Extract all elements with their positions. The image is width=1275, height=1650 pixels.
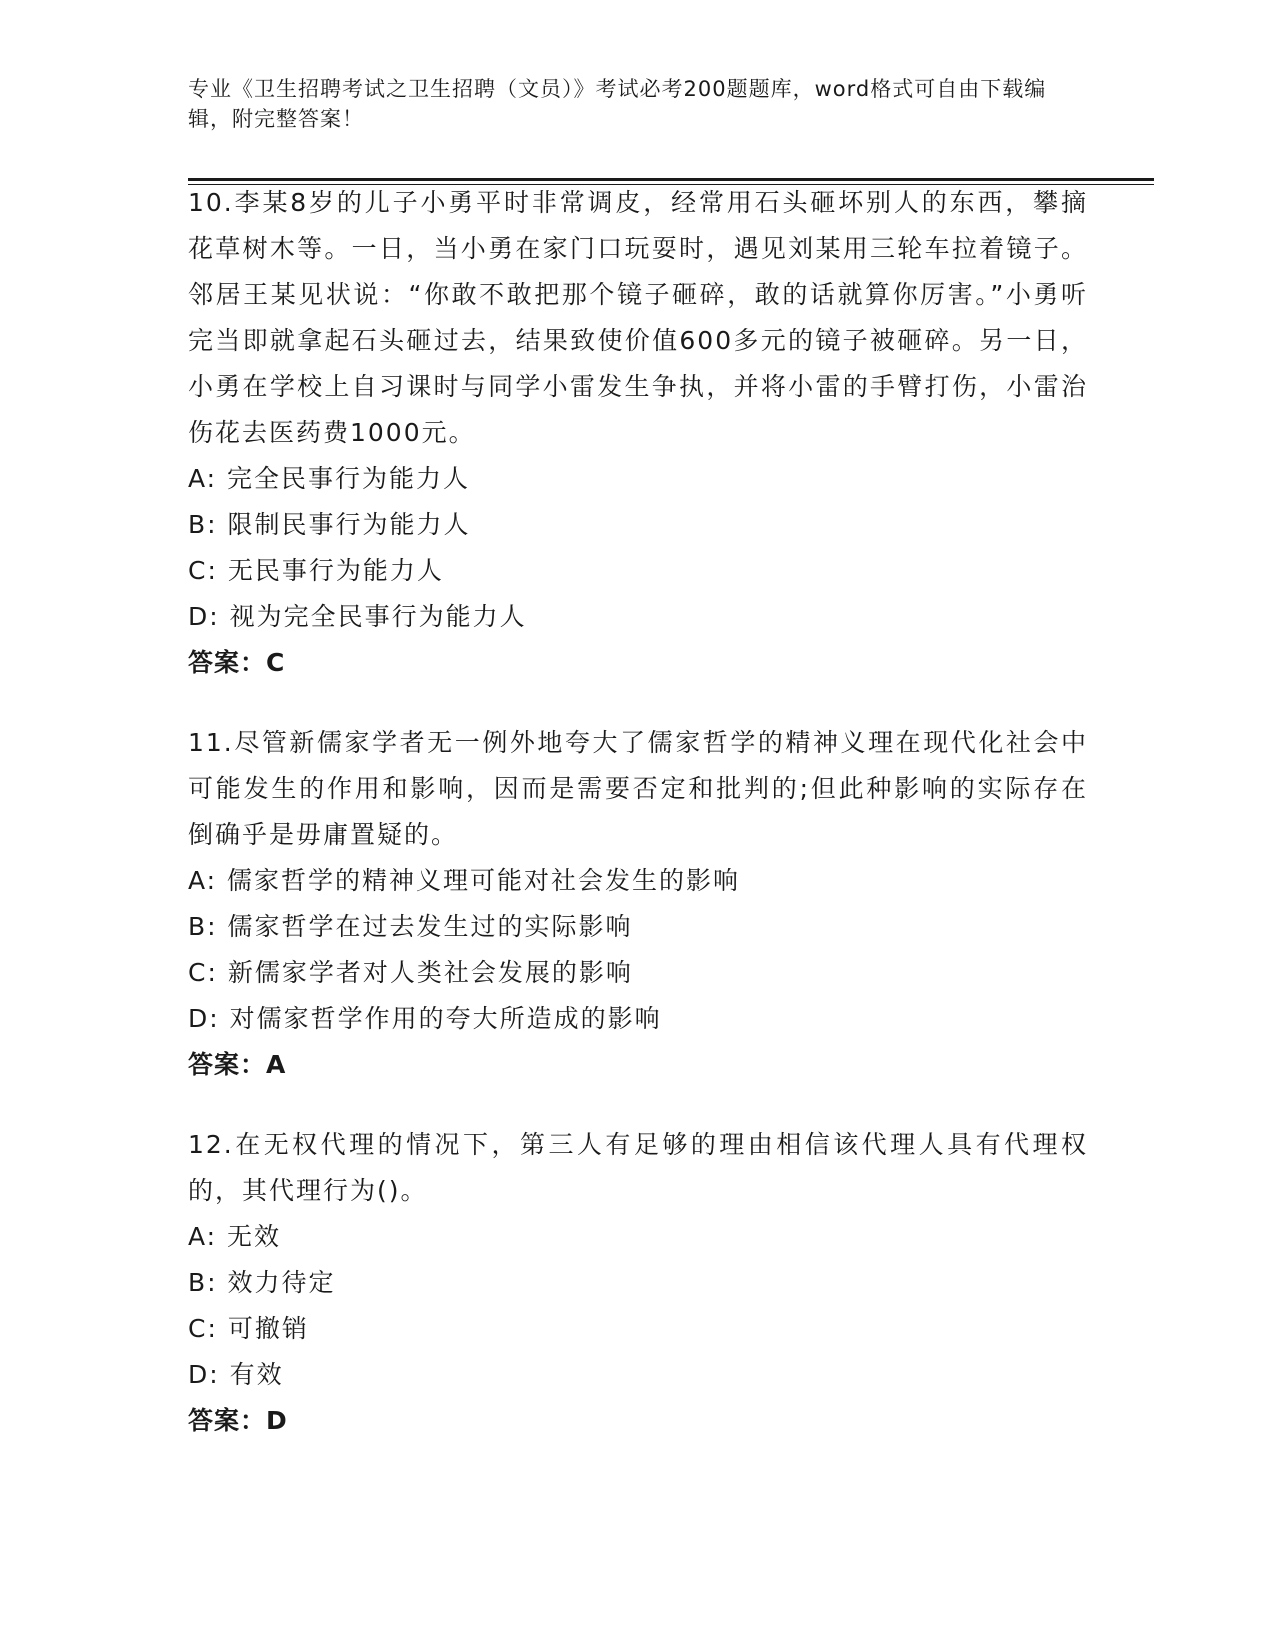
option-d: D: 视为完全民事行为能力人 <box>188 602 527 631</box>
option-list <box>188 858 1088 1042</box>
answer: 答案：C <box>188 648 286 677</box>
answer: 答案：A <box>188 1050 287 1079</box>
question-stem: 12.在无权代理的情况下，第三人有足够的理由相信该代理人具有代理权的，其代理行为()。 <box>188 1130 1088 1205</box>
question-stem: 10.李某8岁的儿子小勇平时非常调皮，经常用石头砸坏别人的东西，攀摘花草树木等。一日，当小勇在家门口玩耍时，遇见刘某用三轮车拉着镜子。邻居王某见状说：“你敢不敢把那个镜子砸碎，敢的话就算你厉害。”小勇听完当即就拿起石头砸过去，结果致使价值600多元的镜子被砸碎。另一日，小勇在学校上自习课时与同学小雷发生争执，并将小雷的手臂打伤，小雷治伤花去医药费1000元。 <box>188 188 1088 447</box>
answer: 答案：D <box>188 1406 288 1435</box>
document-header: 专业《卫生招聘考试之卫生招聘（文员）》考试必考200题题库，word格式可自由下载编辑，附完整答案！ <box>188 77 1047 131</box>
option-a: A: 无效 <box>188 1222 282 1251</box>
option-b: B: 限制民事行为能力人 <box>188 510 471 539</box>
option-a: A: 完全民事行为能力人 <box>188 464 471 493</box>
question-stem: 11.尽管新儒家学者无一例外地夸大了儒家哲学的精神义理在现代化社会中可能发生的作用和影响，因而是需要否定和批判的;但此种影响的实际存在倒确乎是毋庸置疑的。 <box>188 728 1088 849</box>
option-list <box>188 456 1088 640</box>
question-10 <box>188 180 1088 686</box>
question-12 <box>188 1122 1088 1444</box>
option-c: C: 无民事行为能力人 <box>188 556 444 585</box>
option-b: B: 儒家哲学在过去发生过的实际影响 <box>188 912 633 941</box>
option-d: D: 有效 <box>188 1360 284 1389</box>
option-list <box>188 1214 1088 1398</box>
option-a: A: 儒家哲学的精神义理可能对社会发生的影响 <box>188 866 741 895</box>
option-c: C: 新儒家学者对人类社会发展的影响 <box>188 958 633 987</box>
option-c: C: 可撤销 <box>188 1314 309 1343</box>
question-11 <box>188 720 1088 1088</box>
option-d: D: 对儒家哲学作用的夸大所造成的影响 <box>188 1004 662 1033</box>
option-b: B: 效力待定 <box>188 1268 336 1297</box>
